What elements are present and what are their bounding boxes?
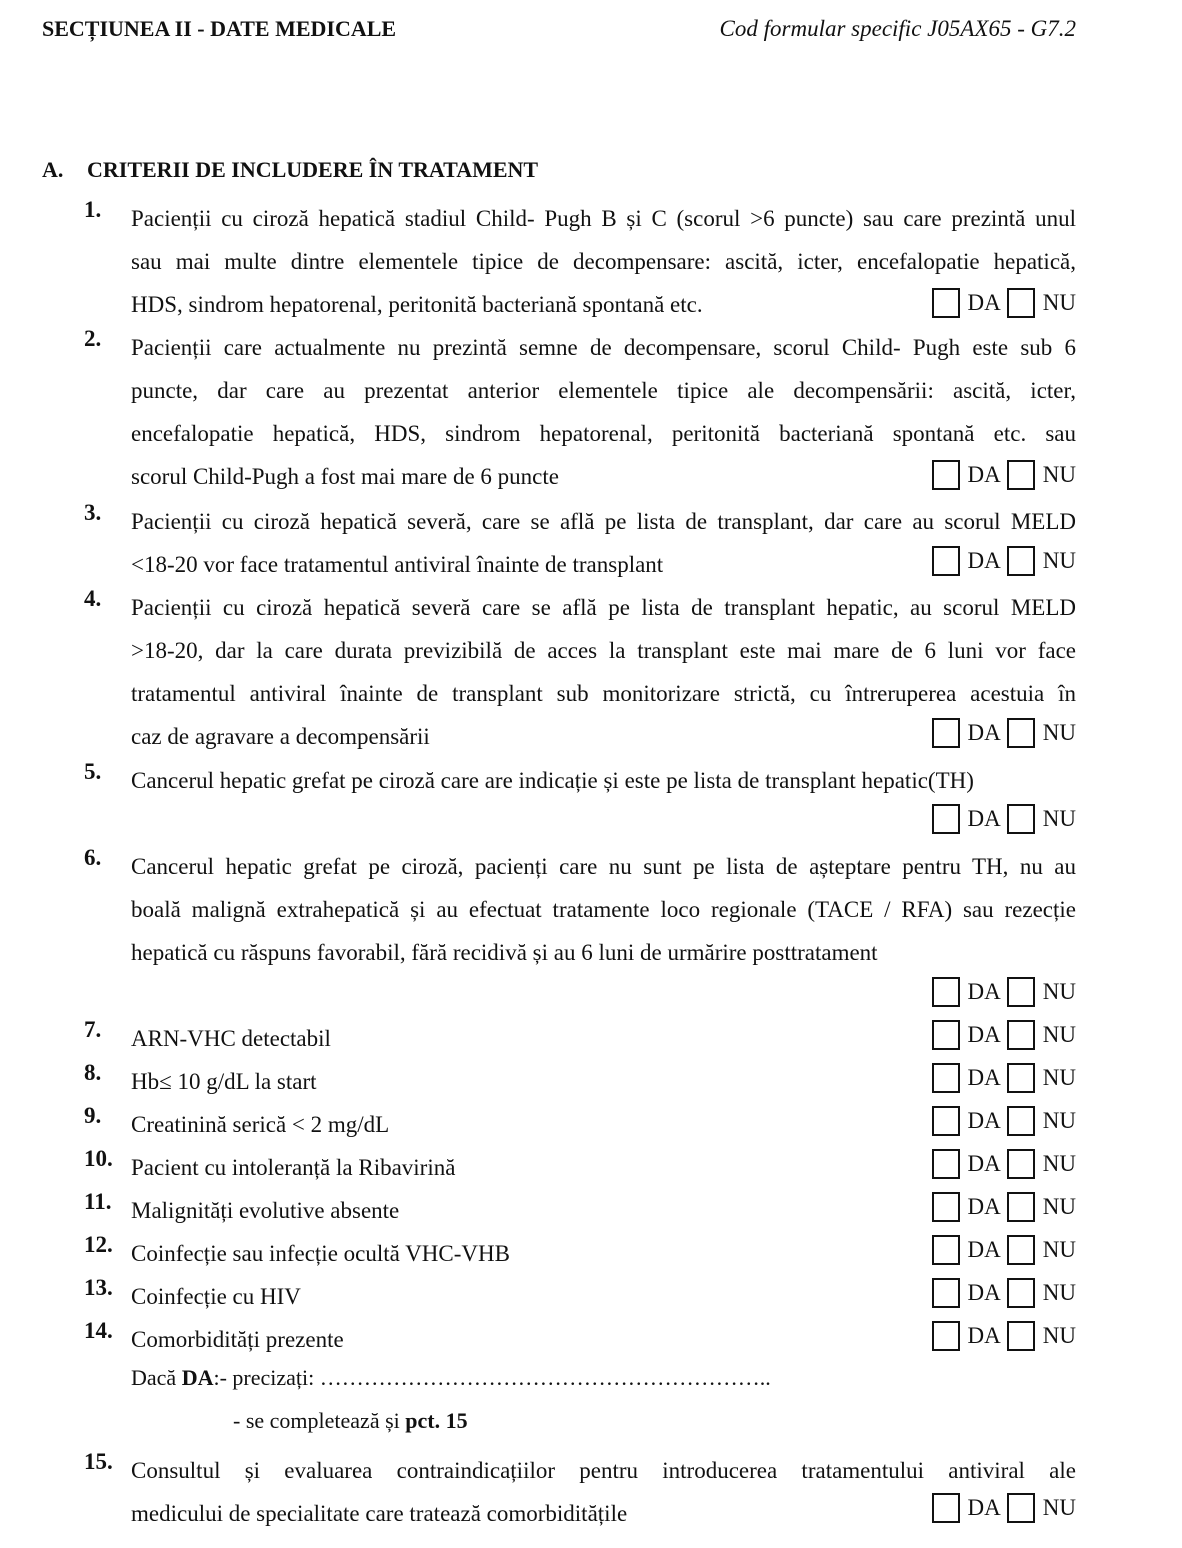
nu-label: NU	[1042, 1280, 1076, 1305]
nu-label: NU	[1042, 1065, 1076, 1090]
da-checkbox[interactable]	[932, 1278, 960, 1308]
criterion-line: Consultul și evaluarea contraindicațiilor pentru introducerea tratamentului antiviral ale	[131, 1458, 1076, 1483]
item14-if-yes	[131, 1365, 771, 1391]
yes-no-group-3	[932, 545, 1076, 577]
da-label: DA	[967, 1151, 1001, 1176]
nu-label: NU	[1042, 548, 1076, 573]
criterion-line: tratamentul antiviral înainte de transplant sub monitorizare strictă, cu întreruperea acestuia în	[131, 681, 1076, 706]
da-label: DA	[967, 1022, 1001, 1047]
criterion-item-13	[84, 1275, 1076, 1318]
if-yes-bold: DA	[181, 1365, 214, 1390]
criterion-number: 2.	[84, 326, 102, 351]
yes-no-group-12	[932, 1234, 1076, 1266]
nu-label: NU	[1042, 1151, 1076, 1176]
nu-checkbox[interactable]	[1007, 1149, 1035, 1179]
criterion-item-8	[84, 1060, 1076, 1103]
criterion-item-9	[84, 1103, 1076, 1146]
criterion-line: Malignități evolutive absente	[131, 1198, 400, 1223]
nu-checkbox[interactable]	[1007, 718, 1035, 748]
section-title-text: CRITERII DE INCLUDERE ÎN TRATAMENT	[87, 157, 539, 182]
section-a-title	[42, 157, 538, 183]
criterion-line: >18-20, dar la care durata previzibilă de acces la transplant este mai mare de 6 luni vor face	[131, 638, 1076, 663]
yes-no-group-8	[932, 1062, 1076, 1094]
criterion-item-7	[84, 1017, 1076, 1060]
criterion-line: scorul Child-Pugh a fost mai mare de 6 puncte	[131, 464, 559, 489]
da-label: DA	[967, 979, 1001, 1004]
criterion-number: 11.	[84, 1189, 112, 1214]
da-checkbox[interactable]	[932, 1192, 960, 1222]
nu-label: NU	[1042, 462, 1076, 487]
nu-checkbox[interactable]	[1007, 977, 1035, 1007]
da-checkbox[interactable]	[932, 288, 960, 318]
criterion-item-15	[84, 1449, 1076, 1535]
da-label: DA	[967, 1194, 1001, 1219]
nu-label: NU	[1042, 1022, 1076, 1047]
da-label: DA	[967, 806, 1001, 831]
criterion-line: medicului de specialitate care tratează comorbiditățile	[131, 1501, 628, 1526]
nu-checkbox[interactable]	[1007, 1063, 1035, 1093]
criterion-item-3	[84, 500, 1076, 586]
criterion-number: 13.	[84, 1275, 113, 1300]
nu-label: NU	[1042, 290, 1076, 315]
complete-prefix: - se completează și	[233, 1408, 406, 1433]
nu-label: NU	[1042, 1194, 1076, 1219]
da-checkbox[interactable]	[932, 977, 960, 1007]
criterion-item-5	[84, 759, 1076, 802]
criterion-item-12	[84, 1232, 1076, 1275]
da-label: DA	[967, 1065, 1001, 1090]
criterion-line: ARN-VHC detectabil	[131, 1026, 331, 1051]
criterion-item-11	[84, 1189, 1076, 1232]
da-label: DA	[967, 1280, 1001, 1305]
if-yes-prefix: Dacă	[131, 1365, 182, 1390]
criterion-number: 9.	[84, 1103, 102, 1128]
yes-no-group-11	[932, 1191, 1076, 1223]
criterion-line: <18-20 vor face tratamentul antiviral înainte de transplant	[131, 552, 664, 577]
form-code: Cod formular specific J05AX65 - G7.2	[719, 16, 1076, 41]
nu-checkbox[interactable]	[1007, 460, 1035, 490]
da-checkbox[interactable]	[932, 1063, 960, 1093]
nu-checkbox[interactable]	[1007, 1235, 1035, 1265]
yes-no-group-2	[932, 459, 1076, 491]
yes-no-group-6	[932, 976, 1076, 1008]
yes-no-group-9	[932, 1105, 1076, 1137]
criterion-line: Pacienții cu ciroză hepatică stadiul Child- Pugh B și C (scorul >6 puncte) sau care prezintă unul	[131, 206, 1076, 231]
criterion-line: Pacienții cu ciroză hepatică severă, care se află pe lista de transplant, dar care au scorul MELD	[131, 509, 1076, 534]
criterion-line: puncte, dar care au prezentat anterior elementele tipice ale decompensării: ascită, icter,	[131, 378, 1076, 403]
yes-no-group-7	[932, 1019, 1076, 1051]
da-label: DA	[967, 1323, 1001, 1348]
criterion-line: Pacienții care actualmente nu prezintă semne de decompensare, scorul Child- Pugh este sub 6	[131, 335, 1076, 360]
item14-complete-note	[233, 1408, 468, 1434]
criterion-number: 1.	[84, 197, 102, 222]
yes-no-group-15	[932, 1492, 1076, 1524]
da-label: DA	[967, 462, 1001, 487]
criterion-item-4	[84, 586, 1076, 758]
criterion-line: Cancerul hepatic grefat pe ciroză, pacienți care nu sunt pe lista de așteptare pentru TH, nu au	[131, 854, 1076, 879]
section-letter: A.	[42, 157, 64, 182]
nu-label: NU	[1042, 1495, 1076, 1520]
criterion-line: boală malignă extrahepatică și au efectuat tratamente loco regionale (TACE / RFA) sau rezecție	[131, 897, 1076, 922]
nu-checkbox[interactable]	[1007, 546, 1035, 576]
criterion-line: sau mai multe dintre elementele tipice de decompensare: ascită, icter, encefalopatie hepatică,	[131, 249, 1076, 274]
if-yes-specify[interactable]: :- precizați: ……………………………………………………..	[213, 1365, 771, 1390]
nu-label: NU	[1042, 1323, 1076, 1348]
criterion-number: 12.	[84, 1232, 113, 1257]
da-checkbox[interactable]	[932, 804, 960, 834]
criterion-number: 3.	[84, 500, 102, 525]
yes-no-group-10	[932, 1148, 1076, 1180]
da-checkbox[interactable]	[932, 718, 960, 748]
criterion-line: Pacient cu intoleranță la Ribavirină	[131, 1155, 456, 1180]
da-checkbox[interactable]	[932, 1106, 960, 1136]
criterion-line: encefalopatie hepatică, HDS, sindrom hepatorenal, peritonită bacteriană spontană etc. sau	[131, 421, 1076, 446]
section-heading: SECȚIUNEA II - DATE MEDICALE	[42, 16, 397, 41]
da-checkbox[interactable]	[932, 1493, 960, 1523]
yes-no-group-4	[932, 717, 1076, 749]
criterion-line: HDS, sindrom hepatorenal, peritonită bacteriană spontană etc.	[131, 292, 703, 317]
nu-label: NU	[1042, 1237, 1076, 1262]
nu-checkbox[interactable]	[1007, 804, 1035, 834]
da-label: DA	[967, 290, 1001, 315]
da-checkbox[interactable]	[932, 460, 960, 490]
yes-no-group-5	[932, 803, 1076, 835]
criterion-line: Pacienții cu ciroză hepatică severă care se află pe lista de transplant hepatic, au scorul MELD	[131, 595, 1076, 620]
criterion-line: Hb≤ 10 g/dL la start	[131, 1069, 317, 1094]
criterion-number: 14.	[84, 1318, 113, 1343]
nu-checkbox[interactable]	[1007, 1192, 1035, 1222]
criterion-line: caz de agravare a decompensării	[131, 724, 430, 749]
criterion-line: Creatinină serică < 2 mg/dL	[131, 1112, 390, 1137]
criterion-item-2	[84, 326, 1076, 498]
nu-label: NU	[1042, 1108, 1076, 1133]
criterion-line: Coinfecție sau infecție ocultă VHC-VHB	[131, 1241, 510, 1266]
da-label: DA	[967, 720, 1001, 745]
criterion-line: Cancerul hepatic grefat pe ciroză care are indicație și este pe lista de transplant hepatic(TH)	[131, 768, 974, 793]
criterion-line: Coinfecție cu HIV	[131, 1284, 301, 1309]
da-label: DA	[967, 548, 1001, 573]
da-checkbox[interactable]	[932, 1020, 960, 1050]
criterion-number: 4.	[84, 586, 102, 611]
criterion-number: 15.	[84, 1449, 113, 1474]
da-checkbox[interactable]	[932, 1235, 960, 1265]
criterion-line: hepatică cu răspuns favorabil, fără recidivă și au 6 luni de urmărire posttratament	[131, 940, 878, 965]
nu-checkbox[interactable]	[1007, 1278, 1035, 1308]
nu-checkbox[interactable]	[1007, 1493, 1035, 1523]
criterion-number: 8.	[84, 1060, 102, 1085]
criterion-item-10	[84, 1146, 1076, 1189]
nu-checkbox[interactable]	[1007, 288, 1035, 318]
criterion-number: 7.	[84, 1017, 102, 1042]
da-checkbox[interactable]	[932, 546, 960, 576]
criterion-text	[131, 845, 1076, 974]
da-label: DA	[967, 1495, 1001, 1520]
da-checkbox[interactable]	[932, 1321, 960, 1351]
yes-no-group-13	[932, 1277, 1076, 1309]
yes-no-group-14	[932, 1320, 1076, 1352]
da-label: DA	[967, 1108, 1001, 1133]
complete-bold: pct. 15	[405, 1408, 468, 1433]
criterion-number: 5.	[84, 759, 102, 784]
nu-checkbox[interactable]	[1007, 1020, 1035, 1050]
criterion-item-14	[84, 1318, 1076, 1361]
yes-no-group-1	[932, 287, 1076, 319]
criterion-item-6	[84, 845, 1076, 974]
nu-label: NU	[1042, 806, 1076, 831]
criterion-line: Comorbidități prezente	[131, 1327, 344, 1352]
criterion-item-1	[84, 197, 1076, 326]
da-checkbox[interactable]	[932, 1149, 960, 1179]
nu-label: NU	[1042, 979, 1076, 1004]
nu-checkbox[interactable]	[1007, 1106, 1035, 1136]
nu-label: NU	[1042, 720, 1076, 745]
da-label: DA	[967, 1237, 1001, 1262]
nu-checkbox[interactable]	[1007, 1321, 1035, 1351]
criterion-text	[131, 759, 1076, 802]
criterion-number: 10.	[84, 1146, 113, 1171]
criterion-number: 6.	[84, 845, 102, 870]
